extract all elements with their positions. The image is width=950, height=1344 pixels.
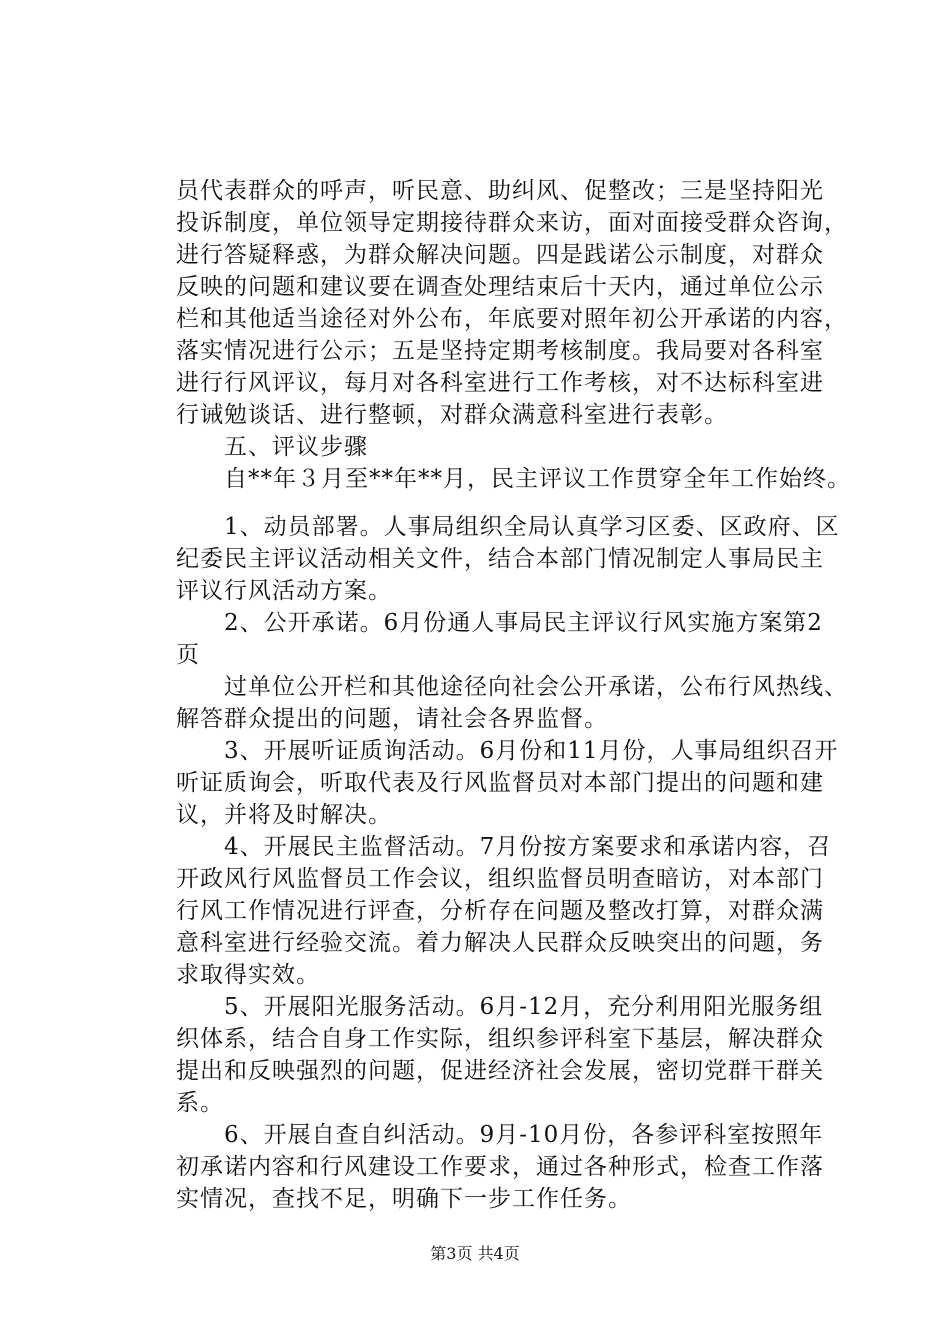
text-line: 栏和其他适当途径对外公布，年底要对照年初公开承诺的内容， <box>176 306 848 332</box>
text-line: 进行行风评议，每月对各科室进行工作考核，对不达标科室进 <box>176 370 824 396</box>
text-line: 初承诺内容和行风建设工作要求，通过各种形式，检查工作落 <box>176 1154 824 1180</box>
text-line: 员代表群众的呼声，听民意、助纠风、促整改；三是坚持阳光 <box>176 178 824 204</box>
text-line: 评议行风活动方案。 <box>176 578 392 604</box>
text-line: 4、开展民主监督活动。7月份按方案要求和承诺内容，召 <box>176 834 832 860</box>
text-line: 3、开展听证质询活动。6月份和11月份，人事局组织召开 <box>176 738 839 764</box>
text-line: 落实情况进行公示；五是坚持定期考核制度。我局要对各科室 <box>176 338 824 364</box>
text-line: 投诉制度，单位领导定期接待群众来访，面对面接受群众咨询， <box>176 210 848 236</box>
text-line: 议，并将及时解决。 <box>176 802 392 828</box>
text-line: 行风工作情况进行评查，分析存在问题及整改打算，对群众满 <box>176 898 824 924</box>
document-body <box>176 175 851 1215</box>
text-line: 开政风行风监督员工作会议，组织监督员明查暗访，对本部门 <box>176 866 824 892</box>
text-line: 听证质询会，听取代表及行风监督员对本部门提出的问题和建 <box>176 770 824 796</box>
section-heading: 五、评议步骤 <box>176 434 368 460</box>
text-line: 实情况，查找不足，明确下一步工作任务。 <box>176 1186 632 1212</box>
text-line: 进行答疑释惑，为群众解决问题。四是践诺公示制度，对群众 <box>176 242 824 268</box>
text-line: 提出和反映强烈的问题，促进经济社会发展，密切党群干群关 <box>176 1058 824 1084</box>
text-line: 过单位公开栏和其他途径向社会公开承诺，公布行风热线、 <box>176 674 848 700</box>
text-line: 5、开展阳光服务活动。6月-12月，充分利用阳光服务组 <box>176 994 824 1020</box>
text-line: 行诫勉谈话、进行整顿，对群众满意科室进行表彰。 <box>176 402 728 428</box>
text-line: 反映的问题和建议要在调查处理结束后十天内，通过单位公示 <box>176 274 824 300</box>
text-line: 系。 <box>176 1090 224 1116</box>
text-line: 1、动员部署。人事局组织全局认真学习区委、区政府、区 <box>176 514 840 540</box>
text-line: 织体系，结合自身工作实际，组织参评科室下基层，解决群众 <box>176 1026 824 1052</box>
text-line: 2、公开承诺。6月份通人事局民主评议行风实施方案第2 <box>176 610 823 636</box>
page-footer <box>0 1244 950 1264</box>
text-line: 自**年３月至**年**月，民主评议工作贯穿全年工作始终。 <box>176 466 851 492</box>
text-line: 6、开展自查自纠活动。9月-10月份，各参评科室按照年 <box>176 1122 824 1148</box>
text-line: 纪委民主评议活动相关文件，结合本部门情况制定人事局民主 <box>176 546 824 572</box>
text-line: 页 <box>176 642 200 668</box>
blank-line <box>176 495 841 511</box>
text-line: 求取得实效。 <box>176 962 320 988</box>
text-line: 解答群众提出的问题，请社会各界监督。 <box>176 706 608 732</box>
page-number: 第3页 共4页 <box>430 1244 520 1263</box>
text-line: 意科室进行经验交流。着力解决人民群众反映突出的问题，务 <box>176 930 824 956</box>
